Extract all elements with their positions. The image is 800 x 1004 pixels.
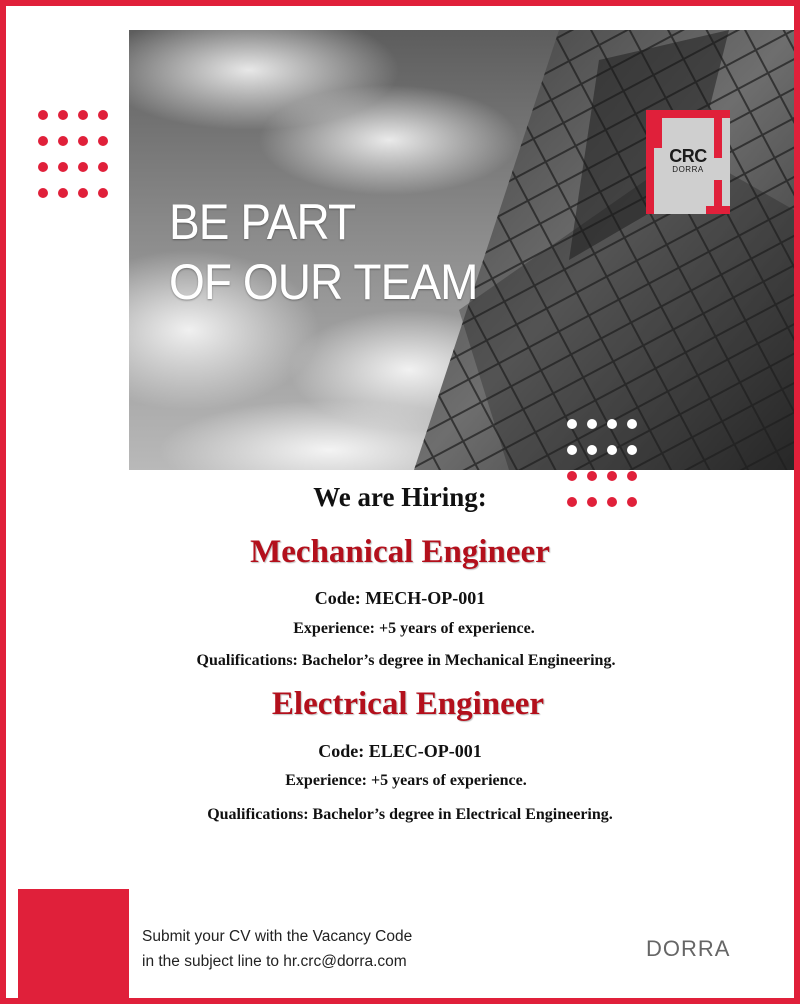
decor-dot — [78, 162, 88, 172]
decor-dot — [98, 110, 108, 120]
left-dot-pattern — [38, 110, 108, 198]
decor-dot — [58, 188, 68, 198]
cta-line1: Submit your CV with the Vacancy Code — [142, 928, 413, 945]
cta-line2: in the subject line to hr.crc@dorra.com — [142, 953, 407, 970]
decor-dot — [607, 445, 617, 455]
decor-dot — [567, 445, 577, 455]
job-qualifications-electrical: Qualifications: Bachelor’s degree in Electrical Engineering. — [207, 806, 613, 823]
brand-wordmark: DORRA — [646, 936, 731, 961]
hero-headline-line1: BE PART — [169, 194, 356, 250]
hero-image — [129, 30, 794, 470]
job-experience-electrical: Experience: +5 years of experience. — [285, 772, 527, 789]
decor-dot — [98, 136, 108, 146]
decor-dot — [38, 110, 48, 120]
hero-headline — [169, 192, 478, 312]
decor-dot — [627, 445, 637, 455]
logo-dorra-text: DORRA — [672, 165, 704, 174]
hero-headline-line2: OF OUR TEAM — [169, 254, 478, 310]
cv-submission-instructions — [142, 924, 412, 974]
logo-crc-text: CRC — [669, 146, 707, 166]
job-code-electrical: Code: ELEC-OP-001 — [318, 741, 482, 761]
decor-dot — [78, 188, 88, 198]
decor-dot — [38, 188, 48, 198]
decor-dot — [587, 471, 597, 481]
decor-dot — [58, 110, 68, 120]
job-title-mechanical: Mechanical Engineer — [250, 534, 550, 570]
decor-dot — [627, 419, 637, 429]
decor-dot — [78, 110, 88, 120]
decor-dot — [627, 471, 637, 481]
decor-dot — [607, 419, 617, 429]
decor-dot — [38, 136, 48, 146]
job-experience-mechanical: Experience: +5 years of experience. — [293, 620, 535, 637]
decor-dot — [587, 445, 597, 455]
decor-dot — [98, 162, 108, 172]
footer-red-block — [18, 889, 129, 1004]
hiring-heading: We are Hiring: — [313, 482, 487, 512]
decor-dot — [58, 162, 68, 172]
decor-dot — [98, 188, 108, 198]
logo-text — [666, 147, 710, 175]
job-qualifications-mechanical: Qualifications: Bachelor’s degree in Mechanical Engineering. — [196, 652, 616, 669]
decor-dot — [587, 419, 597, 429]
crc-dorra-logo — [646, 110, 730, 214]
decor-dot — [607, 471, 617, 481]
job-code-mechanical: Code: MECH-OP-001 — [314, 588, 486, 608]
decor-dot — [58, 136, 68, 146]
decor-dot — [567, 471, 577, 481]
decor-dot — [38, 162, 48, 172]
decor-dot — [78, 136, 88, 146]
job-title-electrical: Electrical Engineer — [271, 686, 545, 722]
decor-dot — [567, 419, 577, 429]
